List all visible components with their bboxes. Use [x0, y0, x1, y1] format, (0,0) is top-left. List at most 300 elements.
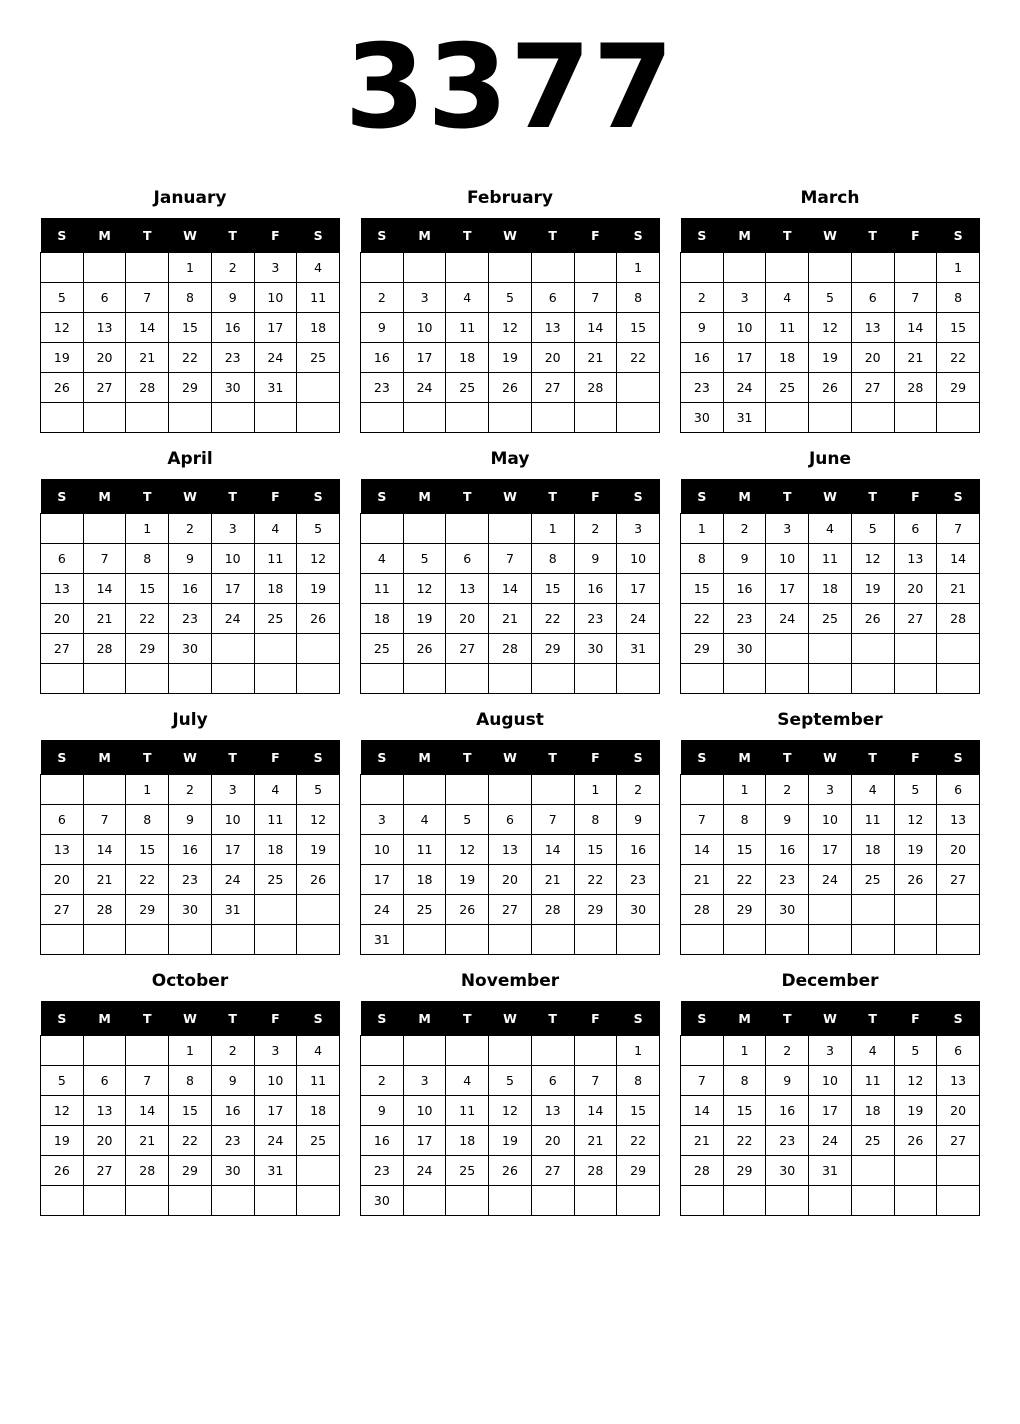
- day-cell[interactable]: 2: [574, 514, 617, 544]
- day-cell[interactable]: 24: [254, 343, 297, 373]
- day-cell[interactable]: 3: [254, 253, 297, 283]
- day-cell[interactable]: 29: [126, 634, 169, 664]
- day-cell[interactable]: 29: [574, 895, 617, 925]
- day-cell[interactable]: 8: [617, 283, 660, 313]
- day-cell[interactable]: 7: [681, 805, 724, 835]
- day-cell[interactable]: 28: [574, 1156, 617, 1186]
- day-cell[interactable]: 18: [809, 574, 852, 604]
- day-cell[interactable]: 10: [766, 544, 809, 574]
- day-cell[interactable]: 26: [809, 373, 852, 403]
- day-cell[interactable]: 28: [531, 895, 574, 925]
- day-cell[interactable]: 2: [766, 775, 809, 805]
- day-cell[interactable]: 22: [169, 343, 212, 373]
- day-cell[interactable]: 1: [126, 514, 169, 544]
- day-cell[interactable]: 13: [937, 805, 980, 835]
- day-cell[interactable]: 19: [809, 343, 852, 373]
- day-cell[interactable]: 20: [446, 604, 489, 634]
- day-cell[interactable]: 2: [723, 514, 766, 544]
- day-cell[interactable]: 1: [937, 253, 980, 283]
- day-cell[interactable]: 10: [809, 805, 852, 835]
- day-cell[interactable]: 2: [169, 514, 212, 544]
- day-cell[interactable]: 24: [403, 373, 446, 403]
- day-cell[interactable]: 15: [126, 574, 169, 604]
- day-cell[interactable]: 17: [211, 574, 254, 604]
- day-cell[interactable]: 31: [809, 1156, 852, 1186]
- day-cell[interactable]: 3: [809, 775, 852, 805]
- day-cell[interactable]: 15: [723, 1096, 766, 1126]
- day-cell[interactable]: 27: [41, 895, 84, 925]
- day-cell[interactable]: 20: [851, 343, 894, 373]
- day-cell[interactable]: 21: [574, 1126, 617, 1156]
- day-cell[interactable]: 26: [403, 634, 446, 664]
- day-cell[interactable]: 10: [211, 805, 254, 835]
- day-cell[interactable]: 28: [126, 373, 169, 403]
- day-cell[interactable]: 29: [169, 373, 212, 403]
- day-cell[interactable]: 1: [723, 775, 766, 805]
- day-cell[interactable]: 20: [531, 343, 574, 373]
- day-cell[interactable]: 23: [574, 604, 617, 634]
- day-cell[interactable]: 30: [766, 895, 809, 925]
- day-cell[interactable]: 19: [297, 574, 340, 604]
- day-cell[interactable]: 15: [723, 835, 766, 865]
- day-cell[interactable]: 30: [766, 1156, 809, 1186]
- day-cell[interactable]: 17: [809, 1096, 852, 1126]
- day-cell[interactable]: 21: [681, 865, 724, 895]
- day-cell[interactable]: 12: [894, 805, 937, 835]
- day-cell[interactable]: 22: [126, 865, 169, 895]
- day-cell[interactable]: 29: [723, 1156, 766, 1186]
- day-cell[interactable]: 22: [617, 1126, 660, 1156]
- day-cell[interactable]: 8: [169, 1066, 212, 1096]
- day-cell[interactable]: 7: [574, 283, 617, 313]
- day-cell[interactable]: 9: [361, 313, 404, 343]
- day-cell[interactable]: 19: [41, 343, 84, 373]
- day-cell[interactable]: 1: [681, 514, 724, 544]
- day-cell[interactable]: 27: [937, 1126, 980, 1156]
- day-cell[interactable]: 28: [489, 634, 532, 664]
- day-cell[interactable]: 18: [297, 1096, 340, 1126]
- day-cell[interactable]: 6: [41, 544, 84, 574]
- day-cell[interactable]: 18: [403, 865, 446, 895]
- day-cell[interactable]: 26: [446, 895, 489, 925]
- day-cell[interactable]: 20: [41, 865, 84, 895]
- day-cell[interactable]: 23: [361, 373, 404, 403]
- day-cell[interactable]: 7: [894, 283, 937, 313]
- day-cell[interactable]: 18: [851, 835, 894, 865]
- day-cell[interactable]: 9: [211, 1066, 254, 1096]
- day-cell[interactable]: 22: [723, 1126, 766, 1156]
- day-cell[interactable]: 11: [851, 1066, 894, 1096]
- day-cell[interactable]: 12: [297, 544, 340, 574]
- day-cell[interactable]: 3: [766, 514, 809, 544]
- day-cell[interactable]: 9: [681, 313, 724, 343]
- day-cell[interactable]: 9: [766, 1066, 809, 1096]
- day-cell[interactable]: 5: [489, 1066, 532, 1096]
- day-cell[interactable]: 7: [531, 805, 574, 835]
- day-cell[interactable]: 26: [489, 373, 532, 403]
- day-cell[interactable]: 10: [723, 313, 766, 343]
- day-cell[interactable]: 6: [937, 775, 980, 805]
- day-cell[interactable]: 19: [403, 604, 446, 634]
- day-cell[interactable]: 14: [126, 1096, 169, 1126]
- day-cell[interactable]: 12: [894, 1066, 937, 1096]
- day-cell[interactable]: 10: [254, 1066, 297, 1096]
- day-cell[interactable]: 22: [531, 604, 574, 634]
- day-cell[interactable]: 9: [723, 544, 766, 574]
- day-cell[interactable]: 24: [723, 373, 766, 403]
- day-cell[interactable]: 4: [851, 775, 894, 805]
- day-cell[interactable]: 31: [361, 925, 404, 955]
- day-cell[interactable]: 24: [211, 604, 254, 634]
- day-cell[interactable]: 9: [211, 283, 254, 313]
- day-cell[interactable]: 3: [809, 1036, 852, 1066]
- day-cell[interactable]: 19: [894, 835, 937, 865]
- day-cell[interactable]: 24: [403, 1156, 446, 1186]
- day-cell[interactable]: 14: [681, 835, 724, 865]
- day-cell[interactable]: 2: [169, 775, 212, 805]
- day-cell[interactable]: 5: [894, 1036, 937, 1066]
- day-cell[interactable]: 18: [446, 343, 489, 373]
- day-cell[interactable]: 24: [211, 865, 254, 895]
- day-cell[interactable]: 27: [83, 1156, 126, 1186]
- day-cell[interactable]: 5: [41, 1066, 84, 1096]
- day-cell[interactable]: 23: [169, 604, 212, 634]
- day-cell[interactable]: 11: [297, 283, 340, 313]
- day-cell[interactable]: 20: [531, 1126, 574, 1156]
- day-cell[interactable]: 29: [617, 1156, 660, 1186]
- day-cell[interactable]: 6: [489, 805, 532, 835]
- day-cell[interactable]: 23: [169, 865, 212, 895]
- day-cell[interactable]: 8: [723, 805, 766, 835]
- day-cell[interactable]: 12: [489, 1096, 532, 1126]
- day-cell[interactable]: 15: [937, 313, 980, 343]
- day-cell[interactable]: 31: [254, 1156, 297, 1186]
- day-cell[interactable]: 25: [361, 634, 404, 664]
- day-cell[interactable]: 23: [766, 1126, 809, 1156]
- day-cell[interactable]: 25: [403, 895, 446, 925]
- day-cell[interactable]: 18: [446, 1126, 489, 1156]
- day-cell[interactable]: 4: [297, 1036, 340, 1066]
- day-cell[interactable]: 27: [937, 865, 980, 895]
- day-cell[interactable]: 17: [361, 865, 404, 895]
- day-cell[interactable]: 18: [297, 313, 340, 343]
- day-cell[interactable]: 12: [851, 544, 894, 574]
- day-cell[interactable]: 20: [489, 865, 532, 895]
- day-cell[interactable]: 2: [681, 283, 724, 313]
- day-cell[interactable]: 29: [126, 895, 169, 925]
- day-cell[interactable]: 15: [531, 574, 574, 604]
- day-cell[interactable]: 30: [723, 634, 766, 664]
- day-cell[interactable]: 22: [937, 343, 980, 373]
- day-cell[interactable]: 19: [851, 574, 894, 604]
- day-cell[interactable]: 30: [211, 1156, 254, 1186]
- day-cell[interactable]: 25: [851, 865, 894, 895]
- day-cell[interactable]: 7: [489, 544, 532, 574]
- day-cell[interactable]: 6: [41, 805, 84, 835]
- day-cell[interactable]: 20: [83, 1126, 126, 1156]
- day-cell[interactable]: 18: [361, 604, 404, 634]
- day-cell[interactable]: 29: [681, 634, 724, 664]
- day-cell[interactable]: 5: [489, 283, 532, 313]
- day-cell[interactable]: 5: [297, 514, 340, 544]
- day-cell[interactable]: 26: [41, 1156, 84, 1186]
- day-cell[interactable]: 23: [361, 1156, 404, 1186]
- day-cell[interactable]: 11: [809, 544, 852, 574]
- day-cell[interactable]: 26: [894, 1126, 937, 1156]
- day-cell[interactable]: 9: [169, 544, 212, 574]
- day-cell[interactable]: 25: [851, 1126, 894, 1156]
- day-cell[interactable]: 17: [211, 835, 254, 865]
- day-cell[interactable]: 16: [723, 574, 766, 604]
- day-cell[interactable]: 7: [126, 1066, 169, 1096]
- day-cell[interactable]: 14: [83, 574, 126, 604]
- day-cell[interactable]: 25: [254, 865, 297, 895]
- day-cell[interactable]: 8: [126, 805, 169, 835]
- day-cell[interactable]: 13: [41, 574, 84, 604]
- day-cell[interactable]: 19: [297, 835, 340, 865]
- day-cell[interactable]: 5: [809, 283, 852, 313]
- day-cell[interactable]: 4: [851, 1036, 894, 1066]
- day-cell[interactable]: 3: [723, 283, 766, 313]
- day-cell[interactable]: 30: [681, 403, 724, 433]
- day-cell[interactable]: 12: [446, 835, 489, 865]
- day-cell[interactable]: 28: [83, 634, 126, 664]
- day-cell[interactable]: 13: [489, 835, 532, 865]
- day-cell[interactable]: 28: [574, 373, 617, 403]
- day-cell[interactable]: 24: [809, 865, 852, 895]
- day-cell[interactable]: 27: [83, 373, 126, 403]
- day-cell[interactable]: 11: [446, 313, 489, 343]
- day-cell[interactable]: 23: [766, 865, 809, 895]
- day-cell[interactable]: 3: [361, 805, 404, 835]
- day-cell[interactable]: 17: [403, 343, 446, 373]
- day-cell[interactable]: 14: [531, 835, 574, 865]
- day-cell[interactable]: 8: [723, 1066, 766, 1096]
- day-cell[interactable]: 19: [894, 1096, 937, 1126]
- day-cell[interactable]: 29: [531, 634, 574, 664]
- day-cell[interactable]: 6: [894, 514, 937, 544]
- day-cell[interactable]: 24: [809, 1126, 852, 1156]
- day-cell[interactable]: 27: [531, 1156, 574, 1186]
- day-cell[interactable]: 4: [766, 283, 809, 313]
- day-cell[interactable]: 1: [169, 253, 212, 283]
- day-cell[interactable]: 11: [403, 835, 446, 865]
- day-cell[interactable]: 13: [83, 1096, 126, 1126]
- day-cell[interactable]: 24: [766, 604, 809, 634]
- day-cell[interactable]: 19: [41, 1126, 84, 1156]
- day-cell[interactable]: 5: [851, 514, 894, 544]
- day-cell[interactable]: 15: [574, 835, 617, 865]
- day-cell[interactable]: 15: [681, 574, 724, 604]
- day-cell[interactable]: 18: [851, 1096, 894, 1126]
- day-cell[interactable]: 26: [851, 604, 894, 634]
- day-cell[interactable]: 13: [446, 574, 489, 604]
- day-cell[interactable]: 17: [617, 574, 660, 604]
- day-cell[interactable]: 31: [723, 403, 766, 433]
- day-cell[interactable]: 7: [574, 1066, 617, 1096]
- day-cell[interactable]: 15: [169, 1096, 212, 1126]
- day-cell[interactable]: 27: [851, 373, 894, 403]
- day-cell[interactable]: 31: [211, 895, 254, 925]
- day-cell[interactable]: 12: [809, 313, 852, 343]
- day-cell[interactable]: 2: [617, 775, 660, 805]
- day-cell[interactable]: 21: [83, 604, 126, 634]
- day-cell[interactable]: 1: [169, 1036, 212, 1066]
- day-cell[interactable]: 20: [83, 343, 126, 373]
- day-cell[interactable]: 13: [531, 313, 574, 343]
- day-cell[interactable]: 3: [403, 283, 446, 313]
- day-cell[interactable]: 29: [723, 895, 766, 925]
- day-cell[interactable]: 20: [937, 835, 980, 865]
- day-cell[interactable]: 16: [211, 313, 254, 343]
- day-cell[interactable]: 14: [574, 313, 617, 343]
- day-cell[interactable]: 6: [83, 283, 126, 313]
- day-cell[interactable]: 11: [254, 544, 297, 574]
- day-cell[interactable]: 28: [681, 895, 724, 925]
- day-cell[interactable]: 1: [617, 253, 660, 283]
- day-cell[interactable]: 23: [211, 1126, 254, 1156]
- day-cell[interactable]: 8: [937, 283, 980, 313]
- day-cell[interactable]: 12: [489, 313, 532, 343]
- day-cell[interactable]: 15: [126, 835, 169, 865]
- day-cell[interactable]: 4: [809, 514, 852, 544]
- day-cell[interactable]: 6: [937, 1036, 980, 1066]
- day-cell[interactable]: 26: [297, 865, 340, 895]
- day-cell[interactable]: 12: [41, 1096, 84, 1126]
- day-cell[interactable]: 22: [574, 865, 617, 895]
- day-cell[interactable]: 6: [851, 283, 894, 313]
- day-cell[interactable]: 14: [574, 1096, 617, 1126]
- day-cell[interactable]: 8: [617, 1066, 660, 1096]
- day-cell[interactable]: 10: [617, 544, 660, 574]
- day-cell[interactable]: 24: [617, 604, 660, 634]
- day-cell[interactable]: 24: [254, 1126, 297, 1156]
- day-cell[interactable]: 1: [723, 1036, 766, 1066]
- day-cell[interactable]: 14: [489, 574, 532, 604]
- day-cell[interactable]: 22: [681, 604, 724, 634]
- day-cell[interactable]: 30: [169, 895, 212, 925]
- day-cell[interactable]: 21: [126, 343, 169, 373]
- day-cell[interactable]: 21: [894, 343, 937, 373]
- day-cell[interactable]: 30: [361, 1186, 404, 1216]
- day-cell[interactable]: 27: [446, 634, 489, 664]
- day-cell[interactable]: 1: [574, 775, 617, 805]
- day-cell[interactable]: 6: [446, 544, 489, 574]
- day-cell[interactable]: 6: [531, 1066, 574, 1096]
- day-cell[interactable]: 14: [894, 313, 937, 343]
- day-cell[interactable]: 2: [361, 283, 404, 313]
- day-cell[interactable]: 17: [809, 835, 852, 865]
- day-cell[interactable]: 24: [361, 895, 404, 925]
- day-cell[interactable]: 7: [83, 805, 126, 835]
- day-cell[interactable]: 22: [617, 343, 660, 373]
- day-cell[interactable]: 28: [681, 1156, 724, 1186]
- day-cell[interactable]: 12: [297, 805, 340, 835]
- day-cell[interactable]: 13: [851, 313, 894, 343]
- day-cell[interactable]: 5: [894, 775, 937, 805]
- day-cell[interactable]: 16: [169, 835, 212, 865]
- day-cell[interactable]: 19: [489, 1126, 532, 1156]
- day-cell[interactable]: 26: [894, 865, 937, 895]
- day-cell[interactable]: 4: [403, 805, 446, 835]
- day-cell[interactable]: 21: [489, 604, 532, 634]
- day-cell[interactable]: 16: [361, 1126, 404, 1156]
- day-cell[interactable]: 16: [169, 574, 212, 604]
- day-cell[interactable]: 16: [681, 343, 724, 373]
- day-cell[interactable]: 13: [894, 544, 937, 574]
- day-cell[interactable]: 16: [766, 835, 809, 865]
- day-cell[interactable]: 28: [83, 895, 126, 925]
- day-cell[interactable]: 14: [83, 835, 126, 865]
- day-cell[interactable]: 13: [937, 1066, 980, 1096]
- day-cell[interactable]: 17: [723, 343, 766, 373]
- day-cell[interactable]: 30: [617, 895, 660, 925]
- day-cell[interactable]: 21: [83, 865, 126, 895]
- day-cell[interactable]: 8: [574, 805, 617, 835]
- day-cell[interactable]: 11: [254, 805, 297, 835]
- day-cell[interactable]: 20: [41, 604, 84, 634]
- day-cell[interactable]: 14: [681, 1096, 724, 1126]
- day-cell[interactable]: 28: [894, 373, 937, 403]
- day-cell[interactable]: 9: [766, 805, 809, 835]
- day-cell[interactable]: 5: [297, 775, 340, 805]
- day-cell[interactable]: 20: [894, 574, 937, 604]
- day-cell[interactable]: 1: [126, 775, 169, 805]
- day-cell[interactable]: 11: [361, 574, 404, 604]
- day-cell[interactable]: 21: [531, 865, 574, 895]
- day-cell[interactable]: 27: [41, 634, 84, 664]
- day-cell[interactable]: 11: [851, 805, 894, 835]
- day-cell[interactable]: 21: [574, 343, 617, 373]
- day-cell[interactable]: 10: [211, 544, 254, 574]
- day-cell[interactable]: 16: [361, 343, 404, 373]
- day-cell[interactable]: 12: [41, 313, 84, 343]
- day-cell[interactable]: 7: [83, 544, 126, 574]
- day-cell[interactable]: 29: [169, 1156, 212, 1186]
- day-cell[interactable]: 11: [766, 313, 809, 343]
- day-cell[interactable]: 6: [531, 283, 574, 313]
- day-cell[interactable]: 12: [403, 574, 446, 604]
- day-cell[interactable]: 27: [489, 895, 532, 925]
- day-cell[interactable]: 28: [937, 604, 980, 634]
- day-cell[interactable]: 4: [254, 514, 297, 544]
- day-cell[interactable]: 4: [446, 283, 489, 313]
- day-cell[interactable]: 10: [361, 835, 404, 865]
- day-cell[interactable]: 10: [809, 1066, 852, 1096]
- day-cell[interactable]: 6: [83, 1066, 126, 1096]
- day-cell[interactable]: 22: [126, 604, 169, 634]
- day-cell[interactable]: 19: [446, 865, 489, 895]
- day-cell[interactable]: 14: [937, 544, 980, 574]
- day-cell[interactable]: 30: [574, 634, 617, 664]
- day-cell[interactable]: 9: [361, 1096, 404, 1126]
- day-cell[interactable]: 15: [169, 313, 212, 343]
- day-cell[interactable]: 25: [297, 1126, 340, 1156]
- day-cell[interactable]: 31: [254, 373, 297, 403]
- day-cell[interactable]: 15: [617, 1096, 660, 1126]
- day-cell[interactable]: 18: [254, 835, 297, 865]
- day-cell[interactable]: 30: [169, 634, 212, 664]
- day-cell[interactable]: 25: [254, 604, 297, 634]
- day-cell[interactable]: 22: [723, 865, 766, 895]
- day-cell[interactable]: 4: [297, 253, 340, 283]
- day-cell[interactable]: 2: [766, 1036, 809, 1066]
- day-cell[interactable]: 25: [446, 1156, 489, 1186]
- day-cell[interactable]: 31: [617, 634, 660, 664]
- day-cell[interactable]: 25: [809, 604, 852, 634]
- day-cell[interactable]: 26: [297, 604, 340, 634]
- day-cell[interactable]: 21: [681, 1126, 724, 1156]
